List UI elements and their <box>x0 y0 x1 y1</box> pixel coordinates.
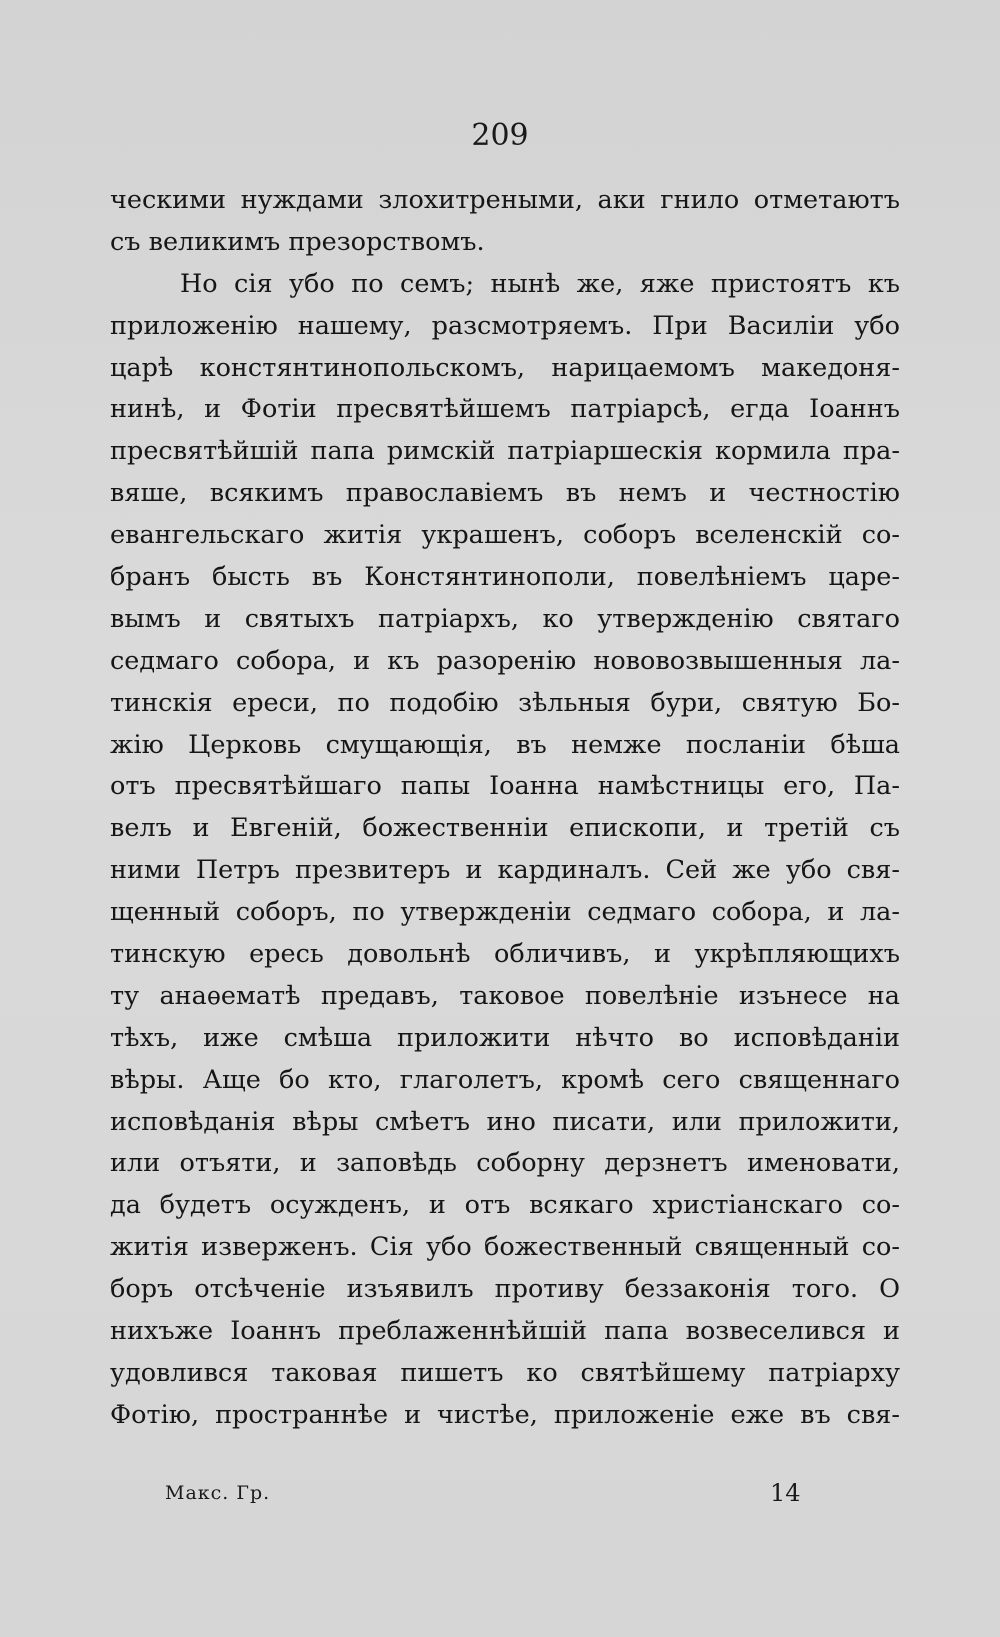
text-line: или отъяти, и заповѣдь соборну дерзнетъ именовати, <box>110 1148 900 1179</box>
page-footer <box>0 1479 1000 1512</box>
text-line: тинскую ересь довольнѣ обличивъ, и укрѣпляющихъ <box>110 939 900 970</box>
text-line: вѣры. Аще бо кто, глаголетъ, кромѣ сего священнаго <box>110 1064 900 1095</box>
text-line: ними Петръ презвитеръ и кардиналъ. Сей же убо свя- <box>110 855 900 886</box>
text-body <box>110 180 900 1437</box>
text-line: удовлився таковая пишетъ ко святѣйшему патріарху <box>110 1357 900 1388</box>
footer-signature: Макс. Гр. <box>165 1482 271 1504</box>
text-line: Но сія убо по семъ; нынѣ же, яже пристоятъ къ <box>180 268 900 299</box>
text-line: съ великимъ презорствомъ. <box>110 226 485 257</box>
text-line: ческими нуждами злохитреными, аки гнило отметаютъ <box>110 185 900 215</box>
text-line: вымъ и святыхъ патріархъ, ко утвержденію святаго <box>110 603 900 634</box>
page-number: 209 <box>471 118 529 153</box>
text-line: да будетъ осужденъ, и отъ всякаго христіанскаго со- <box>110 1190 900 1221</box>
text-line: царѣ констянтинопольскомъ, нарицаемомъ македоня- <box>110 352 900 383</box>
footer-sheet-number: 14 <box>770 1479 801 1507</box>
text-line: житія изверженъ. Сія убо божественный священный со- <box>110 1232 900 1263</box>
text-line: тинскія ереси, по подобію зѣльныя бури, святую Бо- <box>110 687 900 718</box>
text-line: седмаго собора, и къ разоренію нововозвышенныя ла- <box>110 645 900 676</box>
text-line: нинѣ, и Фотіи пресвятѣйшемъ патріарсѣ, егда Іоаннъ <box>110 394 900 425</box>
text-line: пресвятѣйшій папа римскій патріаршескія кормила пра- <box>110 436 900 467</box>
text-line: приложенію нашему, разсмотряемъ. При Василіи убо <box>110 310 900 341</box>
text-line: Фотію, пространнѣе и чистѣе, приложеніе еже въ свя- <box>110 1399 900 1430</box>
text-line: вяше, всякимъ православіемъ въ немъ и честностію <box>110 478 900 509</box>
text-line: евангельскаго житія украшенъ, соборъ вселенскій со- <box>110 520 900 551</box>
text-line: бранъ бысть въ Констянтинополи, повелѣніемъ царе- <box>110 562 900 593</box>
text-line: велъ и Евгеній, божественніи епископи, и третій съ <box>110 813 900 844</box>
text-line: тѣхъ, иже смѣша приложити нѣчто во исповѣданіи <box>110 1022 900 1053</box>
text-line: отъ пресвятѣйшаго папы Іоанна намѣстницы его, Па- <box>110 771 900 802</box>
text-line: исповѣданія вѣры смѣетъ ино писати, или приложити, <box>110 1106 900 1137</box>
text-line: нихъже Іоаннъ преблаженнѣйшій папа возвеселився и <box>110 1316 900 1347</box>
text-line: боръ отсѣченіе изъявилъ противу беззаконія того. О <box>110 1274 900 1305</box>
text-line: щенный соборъ, по утвержденіи седмаго собора, и ла- <box>110 897 900 928</box>
text-line: ту анаѳематѣ предавъ, таковое повелѣніе изънесе на <box>110 980 900 1011</box>
text-line: жію Церковь смущающія, въ немже посланіи бѣша <box>110 729 900 760</box>
